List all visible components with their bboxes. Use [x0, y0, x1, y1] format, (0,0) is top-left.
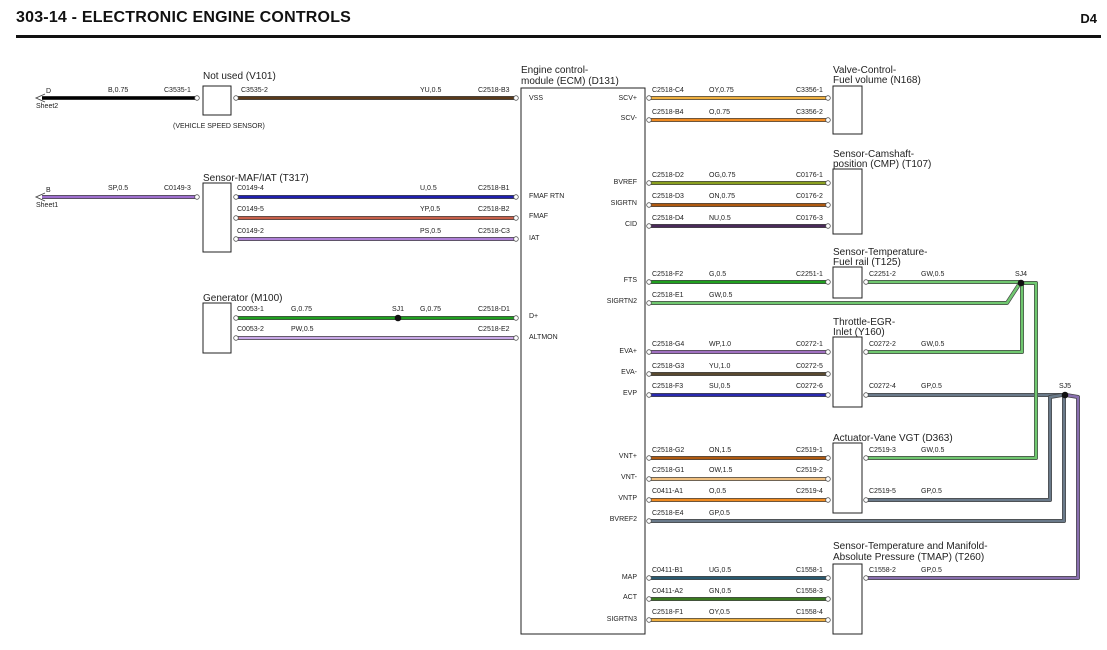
connector-pin [647, 393, 652, 398]
ecm-pin-right: SIGRTN3 [606, 616, 637, 623]
wire-code: OY,0.5 [709, 609, 730, 616]
offsheet-d-sheet: Sheet2 [36, 103, 59, 110]
v101-box [203, 86, 231, 115]
splice-label-sj4: SJ4 [1014, 271, 1028, 278]
wire-code: GW,0.5 [921, 447, 945, 454]
connector-pin [826, 576, 831, 581]
ecm-pin-right: SIGRTN [610, 200, 637, 207]
wire-code: NU,0.5 [709, 215, 731, 222]
wire-to-connector: C3356-1 [796, 87, 823, 94]
wire-to-connector: C1558-3 [796, 588, 823, 595]
offsheet-d-letter: D [46, 88, 52, 95]
ecm-title-line2: module (ECM) (D131) [521, 76, 619, 87]
wire-from-connector: C2518-D2 [652, 172, 684, 179]
wire-from-connector: C2518-E4 [652, 510, 684, 517]
ecm-pin-left: ALTMON [529, 334, 558, 341]
connector-pin [234, 96, 239, 101]
wire-code: GW,0.5 [709, 292, 733, 299]
wire-from-connector: C2518-F2 [652, 271, 684, 278]
connector-pin [647, 498, 652, 503]
wire-code: OG,0.75 [709, 172, 736, 179]
wire-code: UG,0.5 [709, 567, 732, 574]
wire-code: GW,0.5 [921, 341, 945, 348]
ecm-title-line1: Engine control- [521, 65, 589, 76]
connector-pin [514, 96, 519, 101]
wire-code: YU,0.5 [420, 87, 442, 94]
connector-pin [234, 216, 239, 221]
ecm-pin-left: FMAF [529, 213, 549, 220]
connector-pin [826, 203, 831, 208]
wire-from-connector: C2518-D4 [652, 215, 684, 222]
t107-title-line2: position (CMP) (T107) [833, 159, 932, 170]
ecm-pin-right: EVA- [621, 369, 637, 376]
wire-code: YP,0.5 [420, 206, 441, 213]
wire [866, 283, 1036, 458]
splice-sj4 [1018, 280, 1025, 287]
wire-code: GP,0.5 [709, 510, 730, 517]
v101-note: (VEHICLE SPEED SENSOR) [173, 123, 265, 130]
wire-code: SU,0.5 [709, 383, 731, 390]
wire-to-connector: C2518-C3 [478, 228, 510, 235]
wire-code: ON,0.75 [709, 193, 736, 200]
ecm-box [521, 88, 645, 634]
t125-title-line2: Fuel rail (T125) [833, 257, 901, 268]
wire-code: SP,0.5 [108, 185, 129, 192]
wire-code: PW,0.5 [291, 326, 314, 333]
connector-pin [514, 336, 519, 341]
connector-pin [647, 224, 652, 229]
ecm-pin-right: VNTP [618, 495, 637, 502]
wire-code: WP,1.0 [709, 341, 732, 348]
wire-to-connector: C2519-1 [796, 447, 823, 454]
wire-to-connector: C2519-2 [796, 467, 823, 474]
wire-to-connector: C2518-B3 [478, 87, 510, 94]
connector-pin [826, 498, 831, 503]
connector-pin [647, 477, 652, 482]
wire-from-connector: C0272-4 [869, 383, 896, 390]
wire-from-connector: C0411-A1 [652, 488, 684, 495]
sensor-maf-iat-box [203, 183, 231, 252]
wire-from-connector: C1558-2 [869, 567, 896, 574]
wire-to-connector: C1558-1 [796, 567, 823, 574]
t260-title-line2: Absolute Pressure (TMAP) (T260) [833, 552, 985, 563]
connector-pin [647, 519, 652, 524]
wire-from-connector: C2518-G3 [652, 363, 685, 370]
wire-to-connector: C0272-1 [796, 341, 823, 348]
wire-code: OY,0.75 [709, 87, 734, 94]
wire-from-connector: C0053-1 [237, 306, 264, 313]
connector-pin [647, 576, 652, 581]
ecm-pin-right: CID [624, 221, 637, 228]
wire-code: GW,0.5 [921, 271, 945, 278]
connector-pin [826, 350, 831, 355]
ecm-pin-right: ACT [623, 594, 637, 601]
connector-pin [826, 372, 831, 377]
splice-sj5 [1062, 392, 1069, 399]
sensor-maf-iat-title: Sensor-MAF/IAT (T317) [203, 173, 309, 184]
wire-code: G,0.75 [291, 306, 313, 313]
ecm-pin-right: BVREF [613, 179, 637, 186]
connector-pin [826, 118, 831, 123]
wire-code: U,0.5 [420, 185, 437, 192]
wire-to-connector: C2518-E2 [478, 326, 510, 333]
wire-to-connector: C0149-3 [164, 185, 191, 192]
wire-code: O,0.75 [709, 109, 731, 116]
wire-from-connector: C2518-D3 [652, 193, 684, 200]
connector-pin [826, 181, 831, 186]
t125-title-line1: Sensor-Temperature- [833, 247, 928, 258]
wire-code: GP,0.5 [921, 383, 942, 390]
wire-code: PS,0.5 [420, 228, 442, 235]
ecm-pin-right: EVA+ [619, 348, 637, 355]
sensor-cmp-box [833, 169, 862, 234]
generator-box [203, 303, 231, 353]
connector-pin [826, 477, 831, 482]
wire-from-connector: C2251-2 [869, 271, 896, 278]
wire-from-connector: C2518-F3 [652, 383, 684, 390]
connector-pin [647, 372, 652, 377]
connector-pin [234, 316, 239, 321]
page-title: 303-14 - ELECTRONIC ENGINE CONTROLS [16, 9, 352, 26]
throttle-egr-box [833, 337, 862, 407]
connector-pin [234, 336, 239, 341]
wire-outline [866, 283, 1036, 458]
connector-pin [234, 237, 239, 242]
ecm-pin-right: EVP [622, 390, 637, 397]
tmap-sensor-box [833, 564, 862, 634]
ecm-pin-left: VSS [529, 95, 544, 102]
connector-pin [514, 316, 519, 321]
ecm-pin-right: BVREF2 [609, 516, 637, 523]
wire-to-connector: C2251-1 [796, 271, 823, 278]
splice-label-sj1: SJ1 [391, 306, 405, 313]
wire-from-connector: C0411-A2 [652, 588, 684, 595]
connector-pin [647, 301, 652, 306]
connector-pin [826, 597, 831, 602]
wire-to-connector: C2518-B2 [478, 206, 510, 213]
connector-pin [826, 280, 831, 285]
valve-fuel-volume-box [833, 86, 862, 134]
n168-title-line1: Valve-Control- [833, 65, 897, 76]
vgt-actuator-box [833, 443, 862, 513]
wire-from-connector: C3535-2 [241, 87, 268, 94]
wire-code: ON,1.5 [709, 447, 732, 454]
connector-pin [647, 456, 652, 461]
wire-code: YU,1.0 [709, 363, 731, 370]
wire-code: GP,0.5 [921, 488, 942, 495]
wire-code: O,0.5 [709, 488, 727, 495]
y160-title-line1: Throttle-EGR- [833, 317, 896, 328]
wire-to-connector: C0272-5 [796, 363, 823, 370]
wire-from-connector: C0149-2 [237, 228, 264, 235]
wire-from-connector: C2518-G2 [652, 447, 685, 454]
connector-pin [514, 216, 519, 221]
wire-to-connector: C3356-2 [796, 109, 823, 116]
ecm-pin-left: IAT [529, 235, 540, 242]
wire-from-connector: C0053-2 [237, 326, 264, 333]
ecm-pin-right: SIGRTN2 [606, 298, 637, 305]
connector-pin [864, 456, 869, 461]
ecm-pin-right: VNT- [621, 474, 637, 481]
t107-title-line1: Sensor-Camshaft- [833, 149, 915, 160]
wire-to-connector: C0176-3 [796, 215, 823, 222]
connector-pin [826, 393, 831, 398]
connector-pin [195, 195, 200, 200]
connector-pin [826, 96, 831, 101]
connector-pin [647, 597, 652, 602]
connector-pin [647, 350, 652, 355]
wire-to-connector: C0272-6 [796, 383, 823, 390]
wire-code: OW,1.5 [709, 467, 733, 474]
wire-to-connector: C3535-1 [164, 87, 191, 94]
wire-to-connector: C1558-4 [796, 609, 823, 616]
ecm-pin-left: FMAF RTN [529, 193, 565, 200]
connector-pin [864, 576, 869, 581]
wire-from-connector: C0149-4 [237, 185, 264, 192]
wire-from-connector: C2518-C4 [652, 87, 684, 94]
wire-from-connector: C2519-3 [869, 447, 896, 454]
offsheet-b-letter: B [46, 187, 51, 194]
wire-from-connector: C2518-G1 [652, 467, 685, 474]
generator-title: Generator (M100) [203, 293, 283, 304]
wire-code: G,0.75 [420, 306, 442, 313]
v101-title: Not used (V101) [203, 71, 276, 82]
wire-to-connector: C2518-B1 [478, 185, 510, 192]
page-code: D4 [1080, 11, 1097, 26]
wire-from-connector: C0272-2 [869, 341, 896, 348]
connector-pin [826, 224, 831, 229]
connector-pin [647, 181, 652, 186]
n168-title-line2: Fuel volume (N168) [833, 75, 921, 86]
connector-pin [864, 498, 869, 503]
connector-pin [864, 350, 869, 355]
wire-to-connector: C0176-2 [796, 193, 823, 200]
connector-pin [647, 280, 652, 285]
wire-code: GN,0.5 [709, 588, 732, 595]
wire-to-connector: C0176-1 [796, 172, 823, 179]
wire-code: G,0.5 [709, 271, 727, 278]
splice-sj1 [395, 315, 402, 322]
wire-to-connector: C2519-4 [796, 488, 823, 495]
wire-from-connector: C2519-5 [869, 488, 896, 495]
ecm-pin-right: SCV- [620, 115, 637, 122]
ecm-pin-left: D+ [529, 313, 539, 320]
wire-code: GP,0.5 [921, 567, 942, 574]
connector-pin [647, 203, 652, 208]
splice-label-sj5: SJ5 [1058, 383, 1072, 390]
wire-from-connector: C0149-5 [237, 206, 264, 213]
connector-pin [647, 96, 652, 101]
sensor-fuel-rail-box [833, 267, 862, 298]
y160-title-line2: Inlet (Y160) [833, 327, 885, 338]
ecm-pin-right: FTS [623, 277, 637, 284]
connector-pin [514, 195, 519, 200]
wire-to-connector: C2518-D1 [478, 306, 510, 313]
connector-pin [826, 456, 831, 461]
wire-from-connector: C2518-E1 [652, 292, 684, 299]
connector-pin [864, 393, 869, 398]
connector-pin [826, 618, 831, 623]
connector-pin [864, 280, 869, 285]
ecm-pin-right: SCV+ [618, 95, 637, 102]
t260-title-line1: Sensor-Temperature and Manifold- [833, 541, 988, 552]
connector-pin [647, 118, 652, 123]
connector-pin [647, 618, 652, 623]
connector-pin [514, 237, 519, 242]
d363-title: Actuator-Vane VGT (D363) [833, 433, 953, 444]
wire-from-connector: C2518-B4 [652, 109, 684, 116]
wire-from-connector: C2518-F1 [652, 609, 684, 616]
connector-pin [195, 96, 200, 101]
ecm-pin-right: VNT+ [618, 453, 637, 460]
wire-from-connector: C0411-B1 [652, 567, 684, 574]
connector-pin [234, 195, 239, 200]
ecm-pin-right: MAP [621, 574, 637, 581]
wire-code: B,0.75 [108, 87, 129, 94]
offsheet-b-sheet: Sheet1 [36, 202, 59, 209]
wire-from-connector: C2518-G4 [652, 341, 685, 348]
